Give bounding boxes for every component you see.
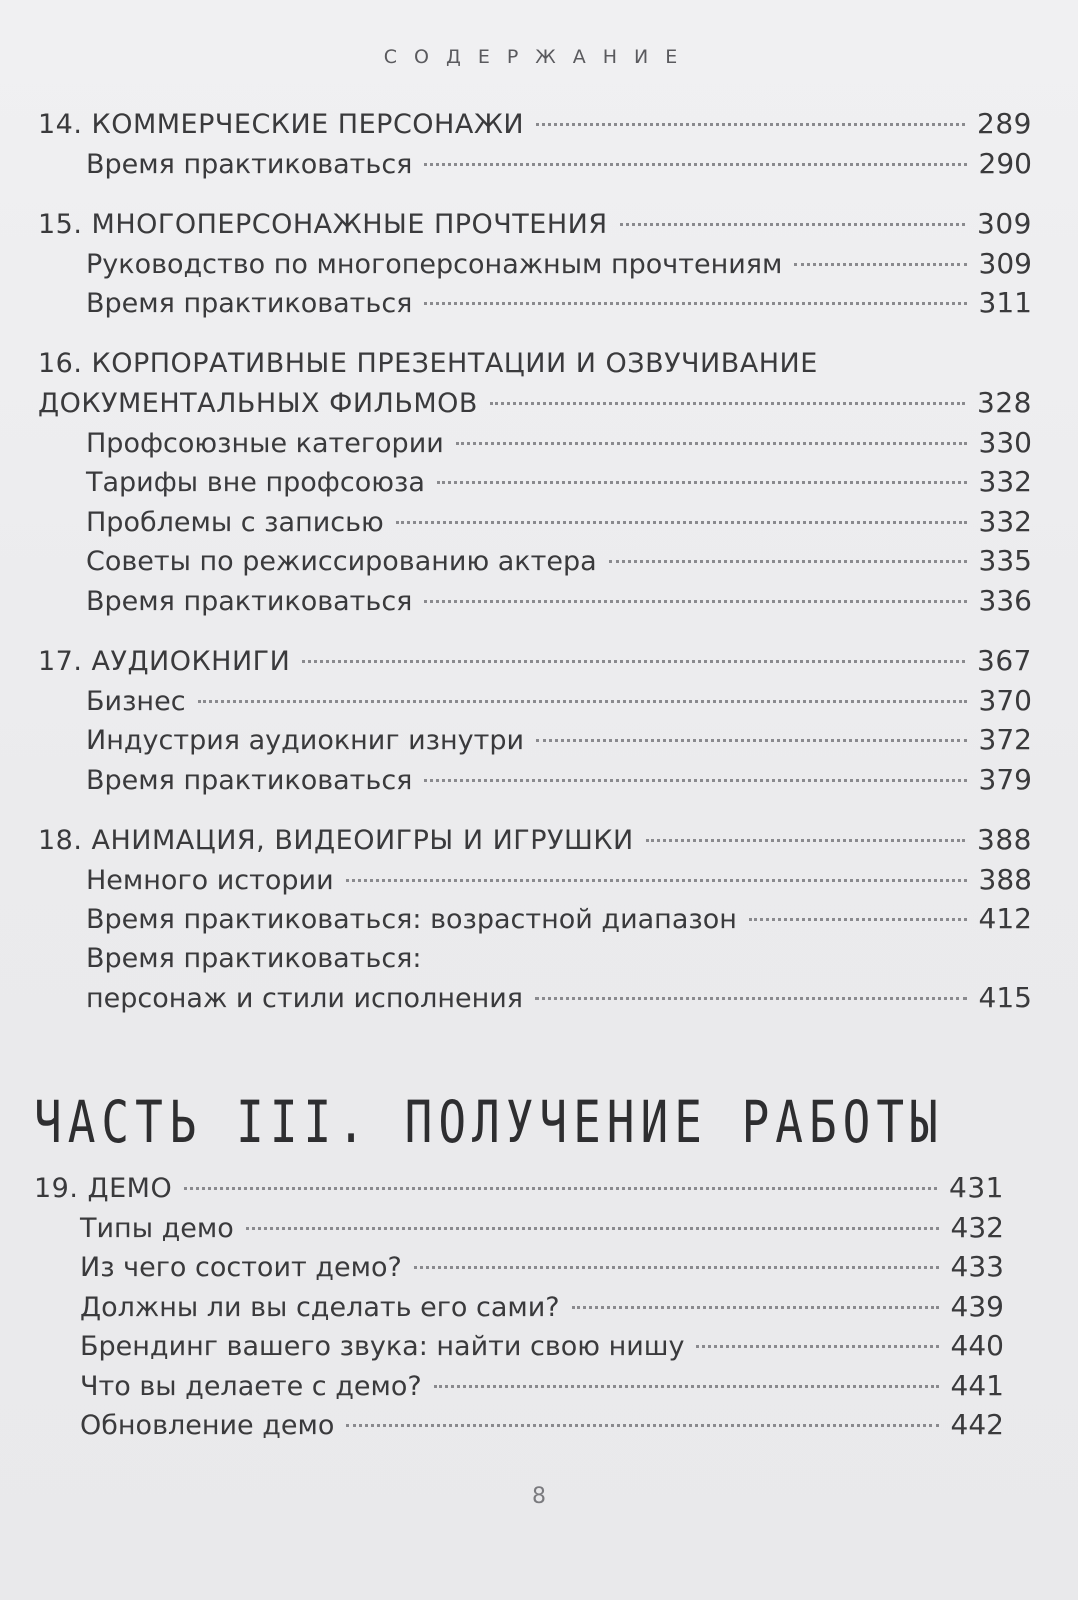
toc-entry[interactable] <box>34 1366 1004 1406</box>
entry-title: Обновление демо <box>80 1410 335 1441</box>
dot-leader <box>346 1424 938 1427</box>
toc-entry[interactable] <box>38 978 1032 1018</box>
chapter-title-line1: 16. КОРПОРАТИВНЫЕ ПРЕЗЕНТАЦИИ И ОЗВУЧИВАНИЕ <box>38 347 818 379</box>
page-number: 379 <box>978 762 1032 796</box>
page-number: 309 <box>978 246 1032 280</box>
toc-chapter-18[interactable] <box>38 820 1032 860</box>
entry-title: Индустрия аудиокниг изнутри <box>86 725 525 756</box>
dot-leader <box>437 481 967 484</box>
toc-entry[interactable] <box>38 462 1032 502</box>
toc-chapter-14[interactable] <box>38 104 1032 144</box>
page-number: 335 <box>978 544 1032 577</box>
toc-chapter-17[interactable] <box>38 641 1032 681</box>
dot-leader <box>302 660 965 663</box>
dot-leader <box>535 997 967 1000</box>
entry-title: Бизнес <box>86 685 186 717</box>
entry-title: Время практиковаться <box>86 288 413 319</box>
dot-leader <box>646 839 965 842</box>
chapter-title: 15. МНОГОПЕРСОНАЖНЫЕ ПРОЧТЕНИЯ <box>38 209 608 240</box>
page-number: 328 <box>977 386 1032 419</box>
entry-title-line2: персонаж и стили исполнения <box>86 983 524 1014</box>
entry-title: Типы демо <box>80 1212 234 1244</box>
toc-entry[interactable] <box>34 1405 1004 1445</box>
page-number: 289 <box>977 107 1032 140</box>
dot-leader <box>749 918 967 921</box>
toc-chapter-16-line1[interactable] <box>38 344 1032 384</box>
page-number: 330 <box>978 425 1032 459</box>
page-number: 388 <box>978 862 1032 896</box>
entry-title: Из чего состоит демо? <box>80 1252 402 1283</box>
toc-entry[interactable] <box>38 860 1032 900</box>
toc-chapter-19[interactable] <box>34 1168 1004 1208</box>
table-of-contents <box>38 104 1032 1018</box>
dot-leader <box>184 1187 937 1190</box>
entry-title: Должны ли вы сделать его сами? <box>80 1291 560 1323</box>
dot-leader <box>424 302 966 305</box>
chapter-title: 18. АНИМАЦИЯ, ВИДЕОИГРЫ И ИГРУШКИ <box>38 825 634 856</box>
toc-entry[interactable] <box>38 581 1032 621</box>
entry-title: Тарифы вне профсоюза <box>86 467 425 498</box>
entry-title: Руководство по многоперсонажным прочтениям <box>86 248 783 280</box>
dot-leader <box>490 402 965 405</box>
dot-leader <box>434 1385 939 1388</box>
toc-entry[interactable] <box>34 1326 1004 1366</box>
entry-title-line1: Время практиковаться: <box>86 942 422 974</box>
page-number: 412 <box>978 902 1032 935</box>
entry-title: Время практиковаться: возрастной диапазон <box>86 904 737 935</box>
page-number: 367 <box>977 644 1032 677</box>
dot-leader <box>572 1306 939 1309</box>
toc-entry[interactable] <box>34 1208 1004 1248</box>
toc-entry[interactable] <box>38 541 1032 581</box>
page-number: 332 <box>978 465 1032 498</box>
toc-entry[interactable] <box>34 1247 1004 1287</box>
dot-leader <box>536 739 966 742</box>
entry-title: Немного истории <box>86 864 334 896</box>
page-number: 442 <box>950 1408 1004 1441</box>
toc-entry[interactable] <box>34 1287 1004 1327</box>
dot-leader <box>414 1266 939 1269</box>
dot-leader <box>456 442 967 445</box>
page-number: 433 <box>950 1250 1004 1283</box>
toc-chapter-15[interactable] <box>38 204 1032 244</box>
page-number: 372 <box>978 723 1032 756</box>
toc-entry[interactable] <box>38 283 1032 323</box>
entry-title: Время практиковаться <box>86 764 413 796</box>
toc-chapter-16[interactable] <box>38 383 1032 423</box>
running-head: СОДЕРЖАНИЕ <box>383 46 695 68</box>
dot-leader <box>424 779 966 782</box>
toc-entry[interactable] <box>38 899 1032 939</box>
dot-leader <box>246 1227 939 1230</box>
page-number: 332 <box>978 504 1032 538</box>
toc-entry[interactable] <box>38 423 1032 463</box>
dot-leader <box>620 223 965 226</box>
page-number: 290 <box>978 146 1032 180</box>
dot-leader <box>198 700 967 703</box>
page-number: 309 <box>977 207 1032 240</box>
chapter-title: 17. АУДИОКНИГИ <box>38 646 291 677</box>
page-number: 431 <box>949 1171 1004 1204</box>
chapter-title: 19. ДЕМО <box>34 1173 173 1204</box>
entry-title: Профсоюзные категории <box>86 427 444 459</box>
page-number: 440 <box>950 1329 1004 1362</box>
dot-leader <box>536 123 965 126</box>
page-number: 415 <box>978 981 1032 1014</box>
entry-title: Время практиковаться <box>86 585 413 617</box>
toc-entry[interactable] <box>38 502 1032 542</box>
toc-entry[interactable] <box>38 720 1032 760</box>
toc-entry[interactable] <box>38 681 1032 721</box>
page-number: 336 <box>978 583 1032 617</box>
chapter-title: 14. КОММЕРЧЕСКИЕ ПЕРСОНАЖИ <box>38 109 525 140</box>
entry-title: Что вы делаете с демо? <box>80 1370 422 1402</box>
dot-leader <box>696 1345 938 1348</box>
page-number: 370 <box>978 683 1032 717</box>
page-number: 439 <box>950 1289 1004 1323</box>
entry-title: Брендинг вашего звука: найти свою нишу <box>80 1331 685 1362</box>
toc-entry[interactable] <box>38 144 1032 184</box>
part-heading: ЧАСТЬ III. ПОЛУЧЕНИЕ РАБОТЫ <box>34 1088 944 1156</box>
page-number: 441 <box>950 1368 1004 1402</box>
toc-entry-line1[interactable] <box>38 939 1032 979</box>
entry-title: Время практиковаться <box>86 148 413 180</box>
dot-leader <box>396 521 967 524</box>
dot-leader <box>424 600 966 603</box>
folio-page-number: 8 <box>532 1484 546 1509</box>
entry-title: Проблемы с записью <box>86 506 384 538</box>
page-number: 388 <box>977 823 1032 856</box>
toc-entry[interactable] <box>38 244 1032 284</box>
toc-entry[interactable] <box>38 760 1032 800</box>
entry-title: Советы по режиссированию актера <box>86 546 597 577</box>
dot-leader <box>424 163 966 166</box>
chapter-title-line2: ДОКУМЕНТАЛЬНЫХ ФИЛЬМОВ <box>38 388 478 419</box>
page-number: 432 <box>950 1210 1004 1244</box>
dot-leader <box>346 879 967 882</box>
dot-leader <box>794 263 966 266</box>
page-number: 311 <box>978 286 1032 319</box>
table-of-contents-part-3 <box>34 1168 1004 1445</box>
dot-leader <box>609 560 967 563</box>
